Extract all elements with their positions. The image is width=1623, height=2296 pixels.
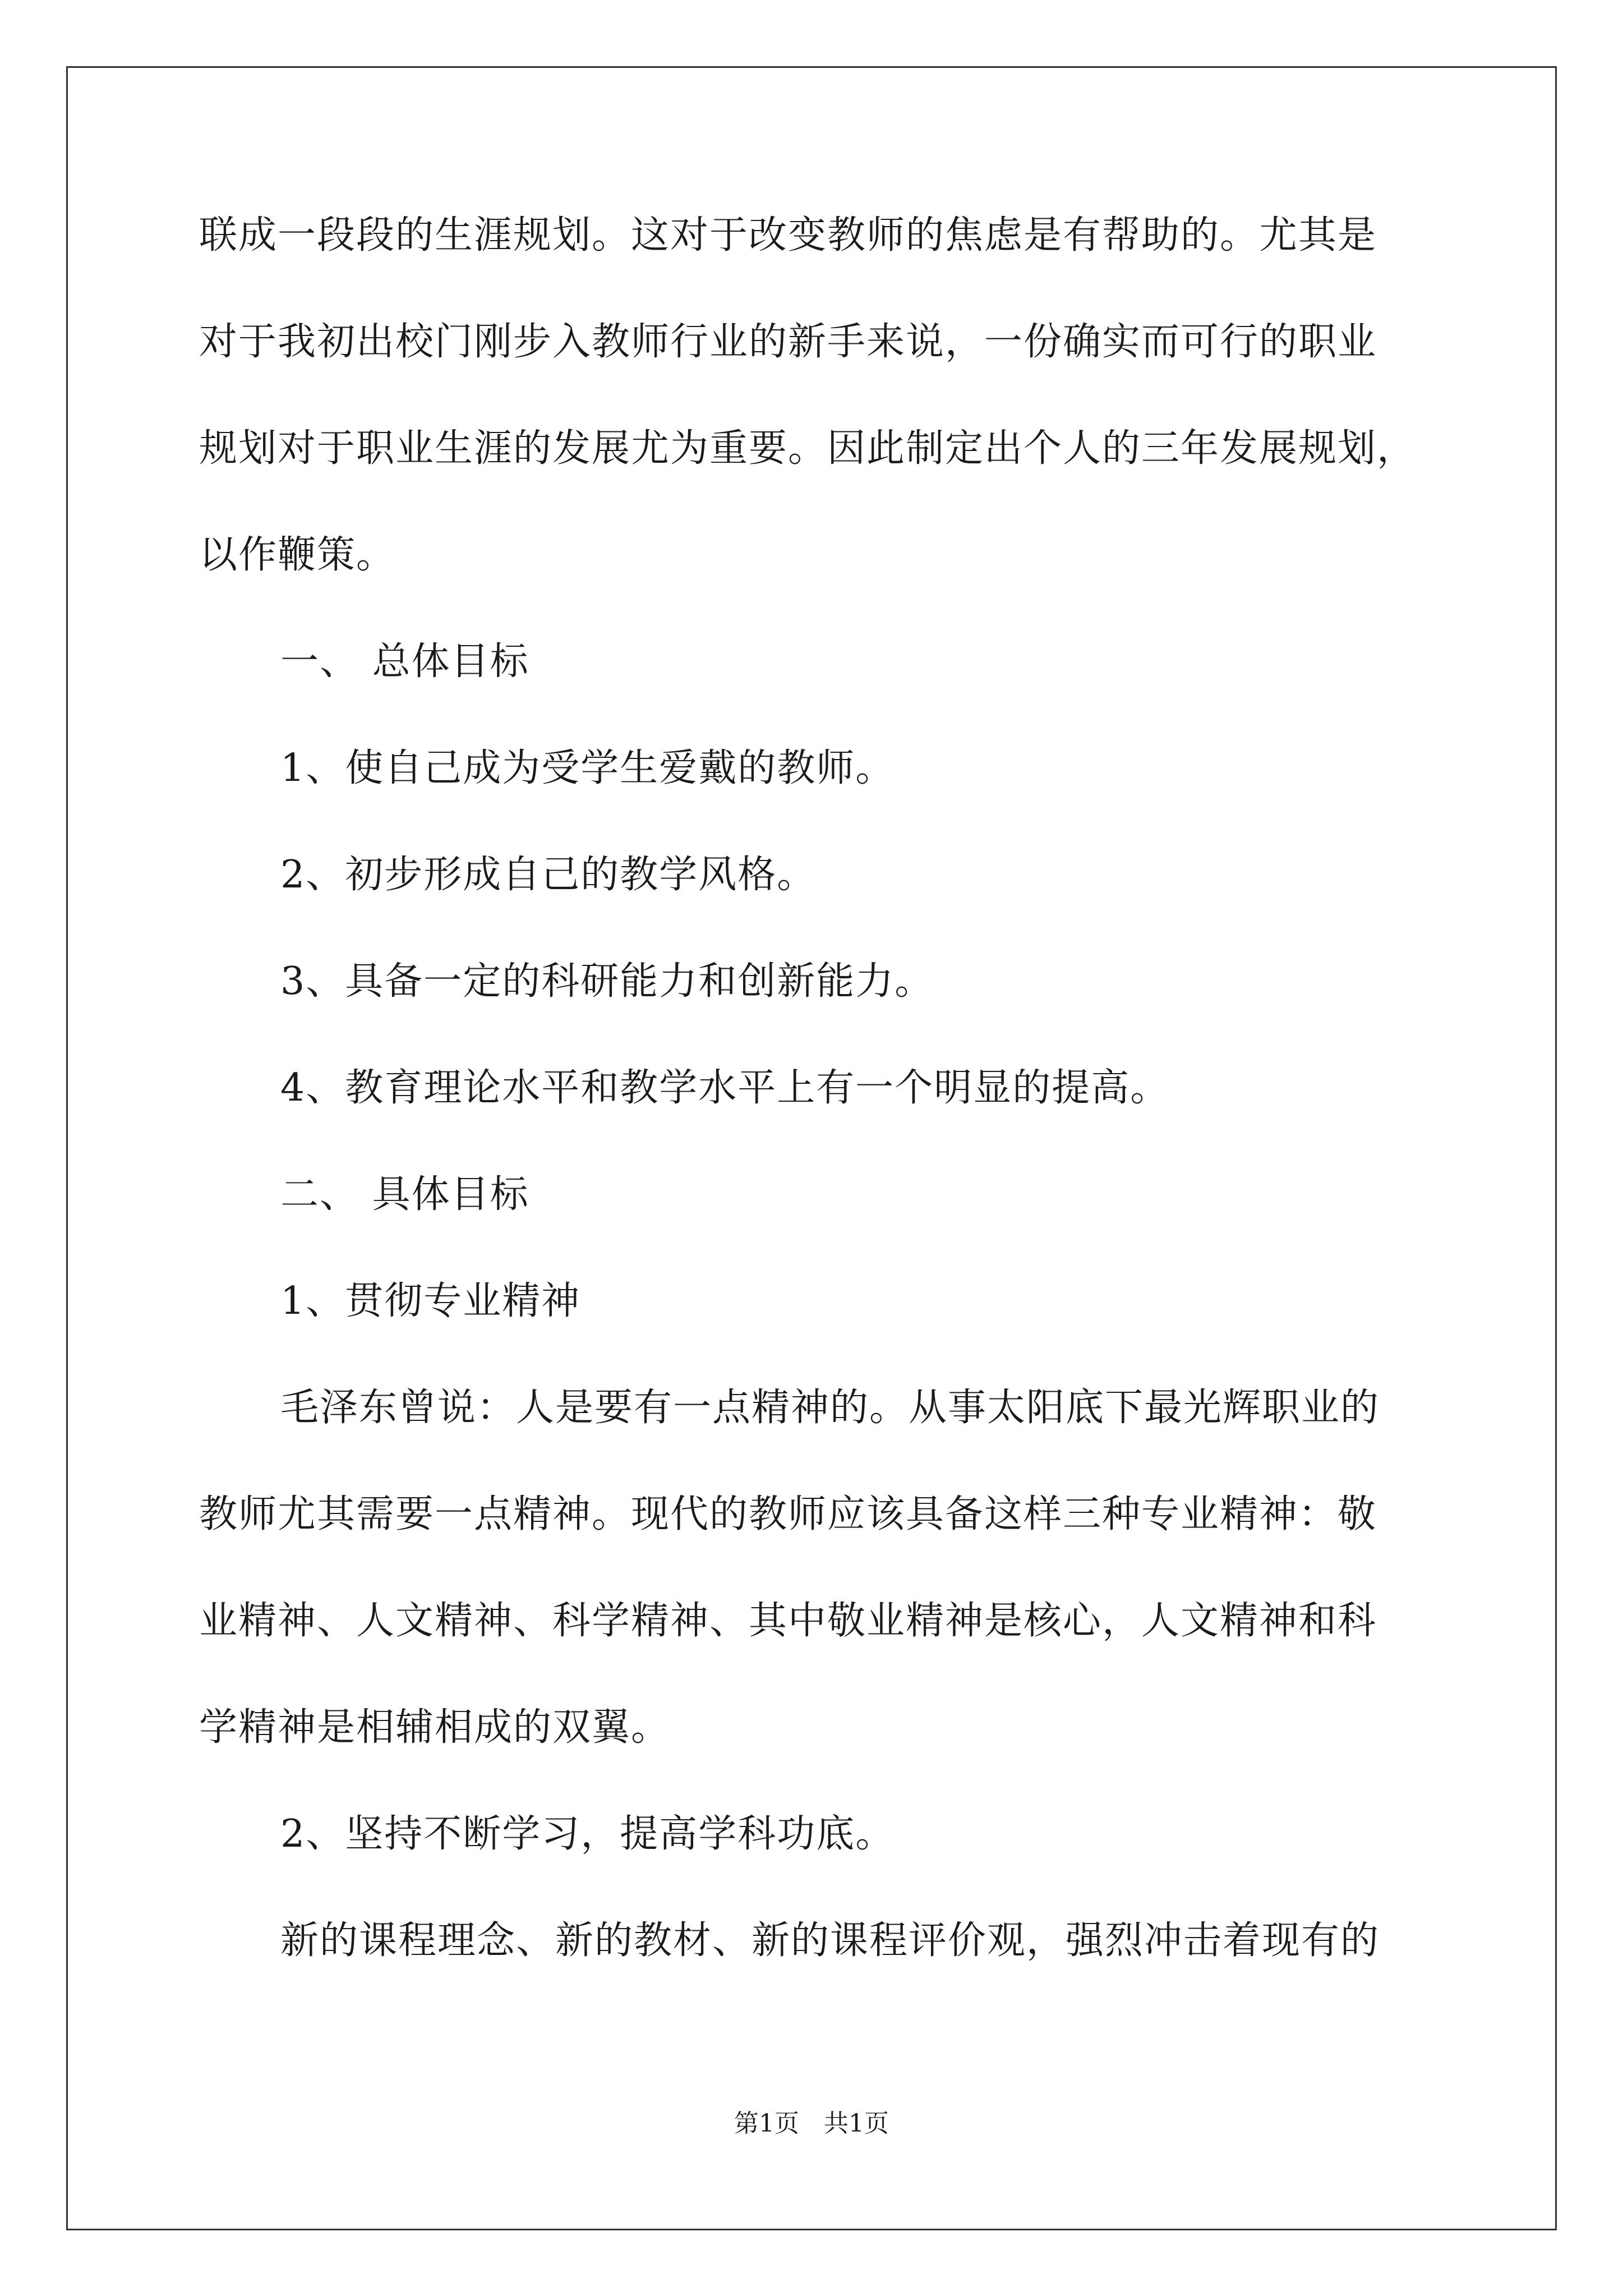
paragraph-line: 规划对于职业生涯的发展尤为重要。因此制定出个人的三年发展规划， <box>199 426 1417 471</box>
section-heading: 二、 具体目标 <box>280 1172 529 1217</box>
paragraph-line: 学精神是相辅相成的双翼。 <box>199 1705 671 1750</box>
paragraph-line: 以作鞭策。 <box>199 533 396 577</box>
paragraph-line: 毛泽东曾说：人是要有一点精神的。从事太阳底下最光辉职业的 <box>280 1386 1380 1430</box>
page-border <box>66 66 1557 2230</box>
list-item: 2、初步形成自己的教学风格。 <box>280 853 817 897</box>
subsection-heading: 1、贯彻专业精神 <box>280 1279 581 1323</box>
list-item: 4、教育理论水平和教学水平上有一个明显的提高。 <box>280 1066 1170 1110</box>
list-item: 1、使自己成为受学生爱戴的教师。 <box>280 746 895 790</box>
paragraph-line: 新的课程理念、新的教材、新的课程评价观，强烈冲击着现有的 <box>280 1918 1380 1963</box>
list-item: 3、具备一定的科研能力和创新能力。 <box>280 959 934 1004</box>
page-number-footer: 第1页 共1页 <box>734 2109 889 2138</box>
paragraph-line: 业精神、人文精神、科学精神、其中敬业精神是核心，人文精神和科 <box>199 1599 1377 1643</box>
subsection-heading: 2、坚持不断学习，提高学科功底。 <box>280 1812 895 1856</box>
paragraph-line: 联成一段段的生涯规划。这对于改变教师的焦虑是有帮助的。尤其是 <box>199 213 1377 257</box>
paragraph-line: 教师尤其需要一点精神。现代的教师应该具备这样三种专业精神：敬 <box>199 1492 1377 1536</box>
section-heading: 一、 总体目标 <box>280 639 529 684</box>
paragraph-line: 对于我初出校门刚步入教师行业的新手来说，一份确实而可行的职业 <box>199 320 1377 364</box>
